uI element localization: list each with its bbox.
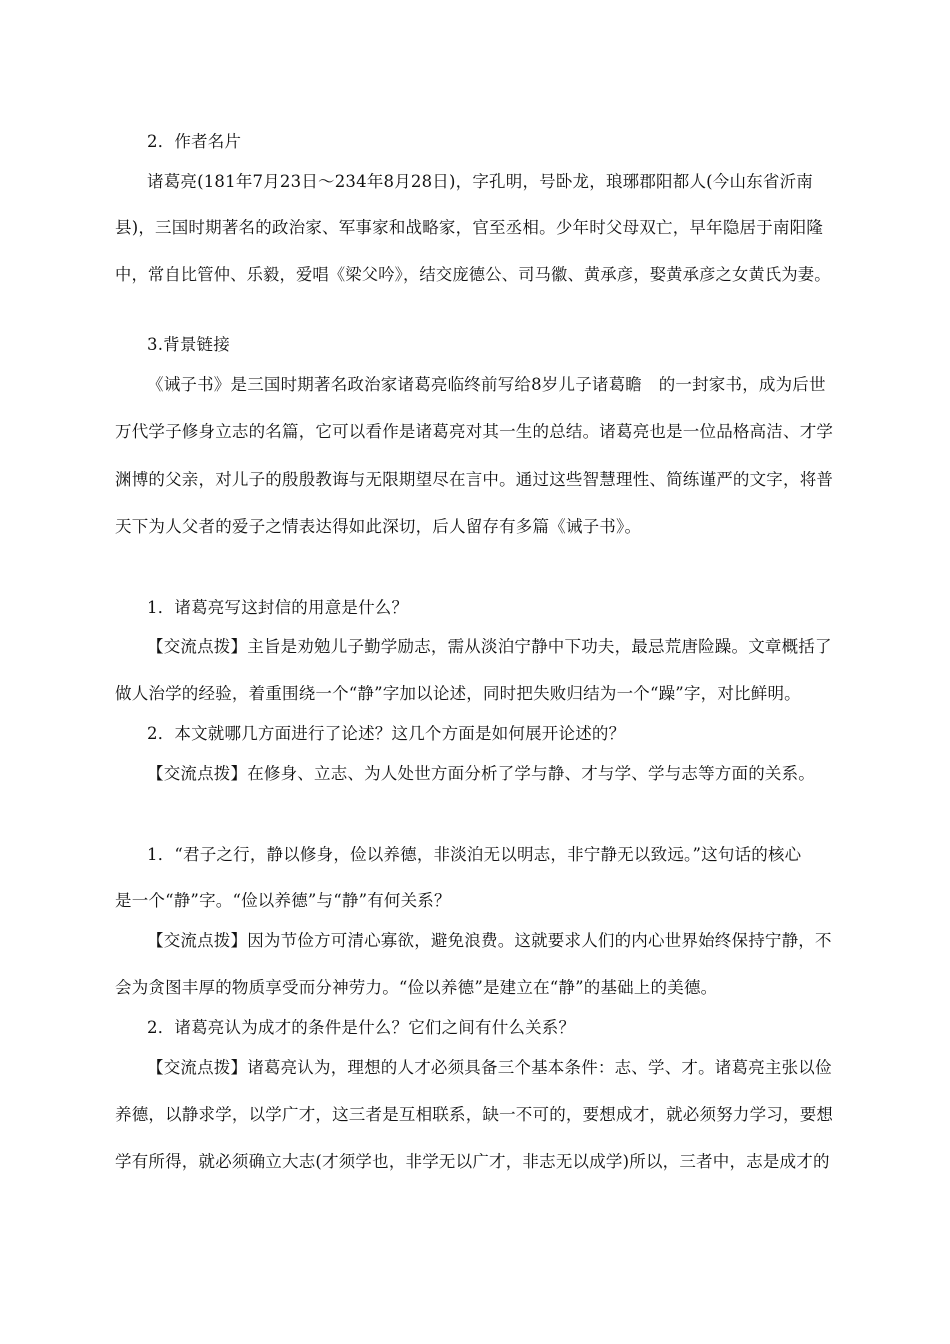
question-line: 1．“君子之行，静以修身，俭以养德，非淡泊无以明志，非宁静无以致远。”这句话的核心 <box>147 845 802 864</box>
paragraph-line: 诸葛亮(181年7月23日～234年8月28日)，字孔明，号卧龙，琅琊郡阳都人(今山东省沂南 <box>147 172 813 191</box>
paragraph-line: 县)，三国时期著名的政治家、军事家和战略家，官至丞相。少年时父母双亡，早年隐居于南阳隆 <box>115 218 824 237</box>
paragraph-line: 万代学子修身立志的名篇，它可以看作是诸葛亮对其一生的总结。诸葛亮也是一位品格高洁、才学 <box>115 422 834 441</box>
paragraph-line: 《诫子书》是三国时期著名政治家诸葛亮临终前写给8岁儿子诸葛瞻 的一封家书，成为后世 <box>147 375 826 394</box>
question-line: 是一个“静”字。“俭以养德”与“静”有何关系？ <box>115 891 451 910</box>
question-line: 1．诸葛亮写这封信的用意是什么？ <box>147 598 409 617</box>
answer-line: 做人治学的经验，着重围绕一个“静”字加以论述，同时把失败归结为一个“躁”字，对比鲜明。 <box>115 684 801 703</box>
answer-line: 会为贪图丰厚的物质享受而分神劳力。“俭以养德”是建立在“静”的基础上的美德。 <box>115 978 718 997</box>
paragraph-line: 中，常自比管仲、乐毅，爱唱《梁父吟》，结交庞德公、司马徽、黄承彦，娶黄承彦之女黄氏为妻。 <box>115 265 831 284</box>
paragraph-line: 渊博的父亲，对儿子的殷殷教诲与无限期望尽在言中。通过这些智慧理性、简练谨严的文字，将普 <box>115 470 834 489</box>
answer-line: 学有所得，就必须确立大志(才须学也，非学无以广才，非志无以成学)所以，三者中，志是成才的 <box>115 1152 830 1171</box>
answer-line: 【交流点拨】在修身、立志、为人处世方面分析了学与静、才与学、学与志等方面的关系。 <box>147 764 815 783</box>
question-line: 2．本文就哪几方面进行了论述？这几个方面是如何展开论述的？ <box>147 724 626 743</box>
answer-line: 【交流点拨】主旨是劝勉儿子勤学励志，需从淡泊宁静中下功夫，最忌荒唐险躁。文章概括了 <box>147 637 832 656</box>
paragraph-line: 天下为人父者的爱子之情表达得如此深切，后人留存有多篇《诫子书》。 <box>115 517 642 536</box>
answer-line: 养德，以静求学，以学广才，这三者是互相联系，缺一不可的，要想成才，就必须努力学习，要想 <box>115 1105 834 1124</box>
answer-line: 【交流点拨】因为节俭方可清心寡欲，避免浪费。这就要求人们的内心世界始终保持宁静，不 <box>147 931 832 950</box>
answer-line: 【交流点拨】诸葛亮认为，理想的人才必须具备三个基本条件：志、学、才。诸葛亮主张以俭 <box>147 1058 832 1077</box>
question-line: 2．诸葛亮认为成才的条件是什么？它们之间有什么关系？ <box>147 1018 576 1037</box>
section-heading-background: 3.背景链接 <box>147 335 230 354</box>
section-heading-author: 2．作者名片 <box>147 132 242 151</box>
